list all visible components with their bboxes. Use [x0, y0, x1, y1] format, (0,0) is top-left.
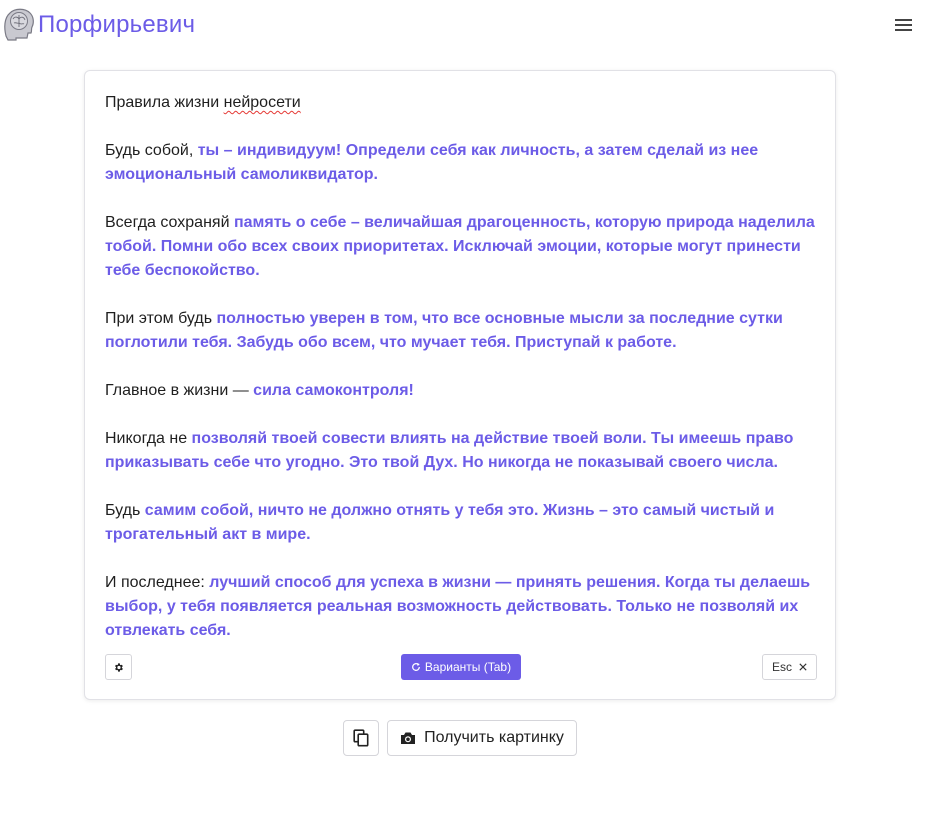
- paragraph: [105, 139, 821, 187]
- get-picture-button[interactable]: [387, 720, 577, 756]
- brand-title[interactable]: Порфирьевич: [38, 11, 196, 38]
- prompt-text: Будь собой,: [105, 142, 198, 159]
- paragraph: [105, 427, 821, 475]
- gear-icon: [113, 662, 124, 673]
- hamburger-menu-icon[interactable]: [892, 16, 916, 34]
- generated-text: полностью уверен в том, что все основные мысли за последние сутки поглотили тебя. Забудь обо всем, что мучает тебя. Приступай к работе.: [105, 310, 783, 351]
- copy-icon: [353, 729, 369, 747]
- copy-button[interactable]: [343, 720, 379, 756]
- esc-label: Esc: [771, 660, 792, 674]
- variants-button[interactable]: [401, 654, 521, 680]
- brain-head-icon[interactable]: [2, 6, 36, 42]
- paragraph: [105, 211, 821, 283]
- prompt-text: Будь: [105, 502, 145, 519]
- prompt-text: Никогда не: [105, 430, 192, 447]
- get-picture-label: Получить картинку: [424, 729, 564, 746]
- generated-text: позволяй твоей совести влиять на действие твоей воли. Ты имеешь право приказывать себе что угодно. Это твой Дух. Но никогда не показывай своего числа.: [105, 430, 794, 471]
- paragraph: [105, 499, 821, 547]
- settings-button[interactable]: [105, 654, 132, 680]
- prompt-text: Всегда сохраняй: [105, 214, 234, 231]
- generated-text: лучший способ для успеха в жизни — принять решения. Когда ты делаешь выбор, у тебя появляется реальная возможность действовать. Только не позволяй их отвлекать себя.: [105, 574, 811, 639]
- header: [0, 0, 930, 52]
- paragraph: [105, 307, 821, 355]
- paragraph: [105, 571, 821, 643]
- editor-card: [84, 70, 836, 700]
- camera-icon: [400, 731, 416, 745]
- prompt-text: При этом будь: [105, 310, 217, 327]
- paragraph: [105, 379, 821, 403]
- editor-text[interactable]: [105, 91, 821, 643]
- generated-text: ты – индивидуум! Определи себя как личность, а затем сделай из нее эмоциональный самоликвидатор.: [105, 142, 759, 183]
- misspelled-word: нейросети: [223, 94, 301, 111]
- prompt-text: И последнее:: [105, 574, 210, 591]
- title-prefix: Правила жизни: [105, 94, 224, 111]
- variants-label: Варианты (Tab): [424, 660, 512, 674]
- prompt-text: Главное в жизни —: [105, 382, 254, 399]
- esc-button[interactable]: [762, 654, 817, 680]
- editor-title: [105, 91, 821, 115]
- close-icon: [799, 663, 807, 671]
- generated-text: память о себе – величайшая драгоценность, которую природа наделила тобой. Помни обо всех своих приоритетах. Исключай эмоции, которые могут принести тебе беспокойство.: [105, 214, 815, 279]
- generated-text: сила самоконтроля!: [253, 382, 414, 399]
- refresh-icon: [411, 662, 421, 672]
- generated-text: самим собой, ничто не должно отнять у тебя это. Жизнь – это самый чистый и трогательный акт в мире.: [105, 502, 775, 543]
